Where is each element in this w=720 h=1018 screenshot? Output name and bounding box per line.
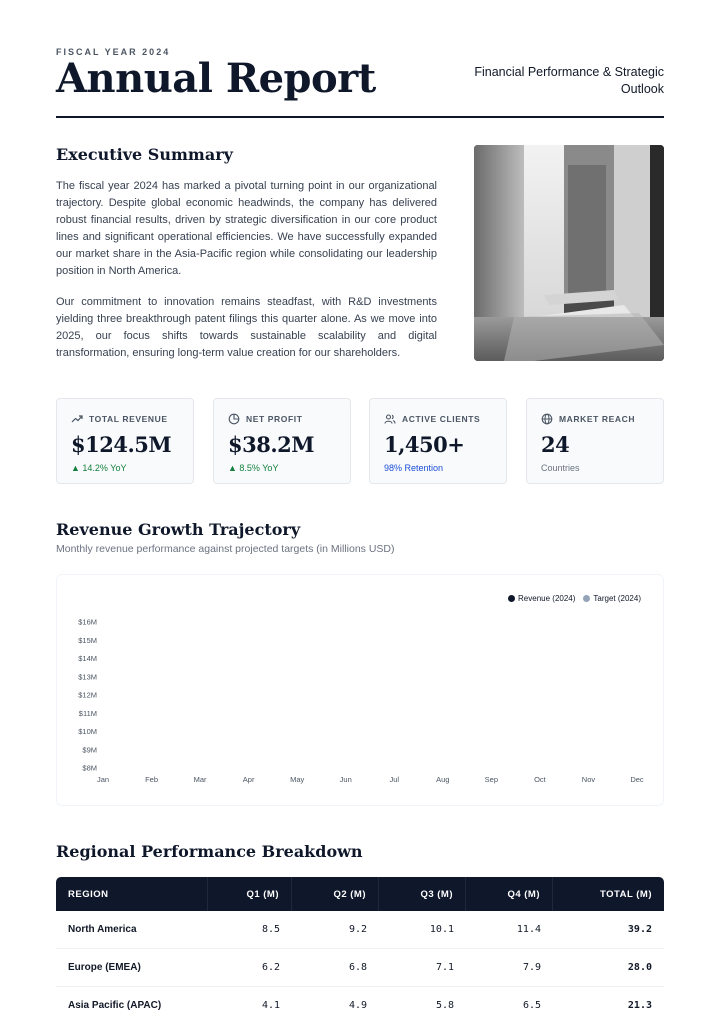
y-tick-label: $11M [78,708,97,718]
kpi-change: ▲ 8.5% YoY [228,463,279,473]
x-tick-label: Jul [389,775,400,784]
x-tick-label: Oct [534,775,546,784]
table-row [56,987,664,1018]
summary-paragraph-2: Our commitment to innovation remains steadfast, with R&D investments yielding three breakthrough patent filings this quarter alone. As we move into 2025, our focus shifts towards sustainable scalability and digital transformation, ensuring long-term value creation for our shareholders. [56,296,437,359]
kpi-card-active-clients [369,398,507,484]
y-tick-label: $14M [78,654,97,663]
header-total: TOTAL (M) [600,888,652,900]
page-title: Annual Report [56,55,376,102]
x-tick-label: Aug [436,775,450,784]
pie-chart-icon [228,413,240,425]
x-tick-label: Jun [339,775,352,784]
table-row [56,949,664,987]
fiscal-year-label: FISCAL YEAR 2024 [56,47,171,57]
q1-value: 6.2 [261,962,280,973]
table-title: Regional Performance Breakdown [56,842,363,861]
q3-value: 7.1 [435,962,454,973]
kpi-value: $124.5M [71,432,172,457]
chart-title: Revenue Growth Trajectory [56,520,301,539]
q2-value: 9.2 [348,924,367,935]
x-tick-label: Feb [145,775,159,784]
q4-value: 7.9 [522,962,541,973]
header-q4: Q4 (M) [466,877,553,911]
kpi-cards [56,398,664,484]
legend-label-target: Target (2024) [593,594,641,603]
q1-value: 8.5 [261,924,280,935]
summary-paragraph-1: The fiscal year 2024 has marked a pivotal turning point in our organizational trajectory. Despite global economic headwinds, the company has delivered robust financial results, driven by strategic diversification in our core product lines and significant operational efficiencies. We have successfully expanded our market share in the Asia-Pacific region while consolidating our leadership position in North America. [56,180,437,277]
x-tick-label: Dec [630,775,644,784]
header-region: REGION [56,877,208,911]
total-value: 21.3 [627,1000,652,1011]
kpi-change: ▲ 14.2% YoY [71,463,127,473]
x-tick-label: Nov [581,775,596,784]
table-body [56,911,664,1018]
y-tick-label: $9M [82,745,97,755]
header-q1: Q1 (M) [208,877,292,911]
q2-value: 4.9 [348,1000,367,1011]
header-q2: Q2 (M) [292,877,379,911]
report-subtitle: Financial Performance & Strategic Outlook [474,65,664,96]
executive-summary-text [56,178,437,362]
y-tick-label: $8M [82,763,97,773]
q3-value: 5.8 [435,1000,454,1011]
kpi-card-market-reach [526,398,664,484]
header-divider [56,116,664,118]
y-tick-label: $16M [78,617,97,627]
kpi-card-total-revenue [56,398,194,484]
kpi-value: $38.2M [228,432,315,457]
kpi-label: MARKET REACH [559,414,636,424]
kpi-countries: Countries [541,463,580,473]
table-header-row [56,877,664,911]
y-tick-label: $12M [78,690,97,700]
y-tick-label: $13M [78,672,97,682]
y-tick-label: $15M [78,635,97,645]
region-name: North America [68,924,137,935]
x-tick-label: Jan [96,775,110,784]
x-tick-label: Sep [484,775,499,784]
kpi-retention: 98% Retention [384,463,444,473]
q4-value: 11.4 [516,924,541,935]
kpi-label: TOTAL REVENUE [89,414,168,424]
executive-summary-title: Executive Summary [56,145,233,164]
table-row [56,911,664,949]
kpi-value: 24 [541,432,570,457]
globe-icon [541,413,553,425]
region-name: Europe (EMEA) [68,962,141,973]
q3-value: 10.1 [429,924,454,935]
x-tick-label: Apr [242,775,255,784]
header-q3: Q3 (M) [379,877,466,911]
q4-value: 6.5 [522,1000,541,1011]
kpi-label: ACTIVE CLIENTS [402,414,481,424]
q1-value: 4.1 [261,1000,280,1011]
chart-plot [57,575,665,807]
region-name: Asia Pacific (APAC) [68,1000,162,1011]
y-tick-label: $10M [78,727,97,736]
x-tick-label: Mar [193,775,207,784]
total-value: 39.2 [627,924,652,935]
trend-up-icon [71,413,83,425]
total-value: 28.0 [627,962,652,973]
architecture-photo [474,145,664,361]
kpi-label: NET PROFIT [246,414,303,424]
regional-table [56,877,664,1018]
q2-value: 6.8 [348,962,367,973]
chart-subtitle: Monthly revenue performance against projected targets (in Millions USD) [56,543,395,555]
users-icon [384,413,396,425]
kpi-value: 1,450+ [384,432,465,457]
x-tick-label: May [290,775,305,784]
revenue-chart [56,574,664,806]
kpi-card-net-profit [213,398,351,484]
legend-label-revenue: Revenue (2024) [518,594,576,603]
